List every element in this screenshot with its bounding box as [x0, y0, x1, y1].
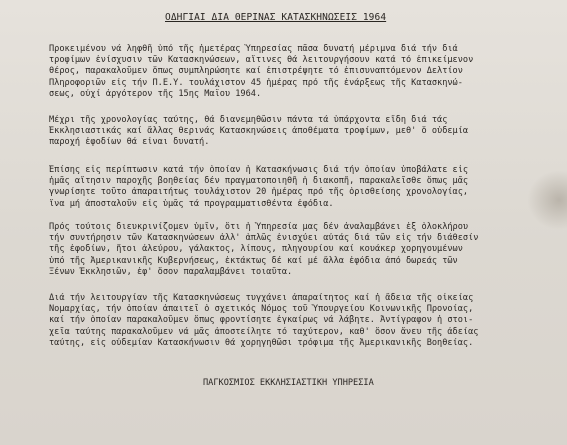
paragraph-line: Μέχρι τῆς χρονολογίας ταύτης, θά διανεμηθῶσιν πάντα τά ὑπάρχοντα εἴδη διά τάς	[49, 115, 448, 125]
paragraph-line: ὑπό τῆς Ἀμερικανικῆς Κυβερνήσεως, ἐκτάκτως δέ καί μέ ἄλλα ἐφόδια ἀπό δωρεάς τῶν	[49, 255, 458, 266]
paragraph-line: τήν συντήρησιν τῶν Κατασκηνώσεων ἀλλ' ἁπλῶς ἐνισχύει αὐτάς διά τῶν εἰς τήν διάθεσίν	[49, 233, 479, 244]
paragraph-line: Προκειμένου νά ληφθῆ ὑπό τῆς ἡμετέρας Ὑπηρεσίας πᾶσα δυνατή μέριμνα διά τήν διά	[49, 44, 458, 54]
paragraph-line: ἡμᾶς αἴτησιν παροχῆς βοηθείας δέν πραγματοποιηθῆ ἡ διακοπῆ, παρακαλεῖσθε ὅπως μᾶς	[49, 176, 469, 187]
paragraph-5	[49, 293, 547, 349]
paragraph-line: σεως, οὐχί ἀργότερον τῆς 15ης Μαΐου 1964.	[49, 88, 262, 99]
paragraph-line: τῆς ἐφοδίων, ἤτοι ἀλεύρου, γάλακτος, λίπους, πληγουρίου καί κουάκερ χορηγουμένων	[49, 244, 463, 255]
paragraph-line: Πληροφοριῶν εἰς τήν Π.Ε.Υ. τουλάχιστον 45 ἡμέρας πρό τῆς ἐνάρξεως τῆς Κατασκηνώ-	[49, 77, 463, 88]
paragraph-line: τροφίμων ἐνίσχυσιν τῶν Κατασκηνώσεων, αἵτινες θά λειτουργήσουν κατά τό ἐπικείμενον	[49, 55, 474, 66]
paragraph-line: ἵνα μή ἀποσταλοῦν εἰς ὑμᾶς τά προγραμματισθέντα ἐφόδια.	[49, 198, 334, 209]
paragraph-line: Ἐκκλησιαστικάς καί ἄλλας θερινάς Κατασκηνώσεις ἀποθέματα τροφίμων, μεθ' ὅ οὐδεμία	[49, 126, 469, 137]
paragraph-line: Ἐπίσης εἰς περίπτωσιν κατά τήν ὁποίαν ἡ Κατασκήνωσις διά τήν ὁποίαν ὑποβάλατε εἰς	[49, 165, 469, 175]
document-title: ΟΔΗΓΙΑΙ ΔΙΑ ΘΕΡΙΝΑΣ ΚΑΤΑΣΚΗΝΩΣΕΙΣ 1964	[165, 12, 387, 23]
signature-line: ΠΑΓΚΟΣΜΙΟΣ ΕΚΚΛΗΣΙΑΣΤΙΚΗ ΥΠΗΡΕΣΙΑ	[203, 378, 374, 388]
paragraph-line: καί τήν ὁποίαν παρακαλοῦμεν ὅπως φροντίσητε ἐγκαίρως νά λάβητε. Ἀντίγραφον ἡ στοι-	[49, 315, 474, 326]
paragraph-line: Πρός τούτοις διευκρινίζομεν ὑμῖν, ὅτι ἡ Ὑπηρεσία μας δέν ἀναλαμβάνει ἐξ ὁλοκλήρου	[49, 222, 469, 232]
paragraph-3	[49, 165, 547, 210]
paragraph-line: παροχή ἐφοδίων θά εἶναι δυνατή.	[49, 137, 210, 148]
paragraph-line: ταύτης, εἰς οὐδεμίαν Κατασκήνωσιν θά χορηγηθῶσι τρόφιμα τῆς Ἀμερικανικῆς Βοηθείας.	[49, 337, 474, 348]
paragraph-line: Διά τήν λειτουργίαν τῆς Κατασκηνώσεως τυγχάνει ἀπαραίτητος καί ἡ ἄδεια τῆς οἰκείας	[49, 293, 474, 303]
paragraph-2	[49, 115, 547, 149]
paragraph-line: γνωρίσητε τοῦτο ἀπαραιτήτως τουλάχιστον 20 ἡμέρας πρό τῆς ὁρισθείσης χρονολογίας,	[49, 187, 469, 198]
paragraph-4	[49, 222, 547, 278]
paragraph-line: χεῖα ταύτης παρακαλοῦμεν νά μᾶς ἀποστείλητε τό ταχύτερον, καθ' ὅσον ἄνευ τῆς ἀδείας	[49, 326, 479, 337]
paragraph-line: θέρος, παρακαλοῦμεν ὅπως συμπληρώσητε καί ἐπιστρέψητε τό ἐπισυναπτόμενον Δελτίον	[49, 66, 463, 77]
paragraph-line: Ξένων Ἐκκλησιῶν, ἐφ' ὅσον παραλαμβάνει τοιαῦτα.	[49, 266, 293, 277]
paragraph-1	[49, 44, 547, 100]
paragraph-line: Νομαρχίας, τήν ὁποίαν ἀπαιτεῖ ὁ σχετικός Νόμος τοῦ Ὑπουργείου Κοινωνικῆς Προνοίας,	[49, 304, 474, 315]
